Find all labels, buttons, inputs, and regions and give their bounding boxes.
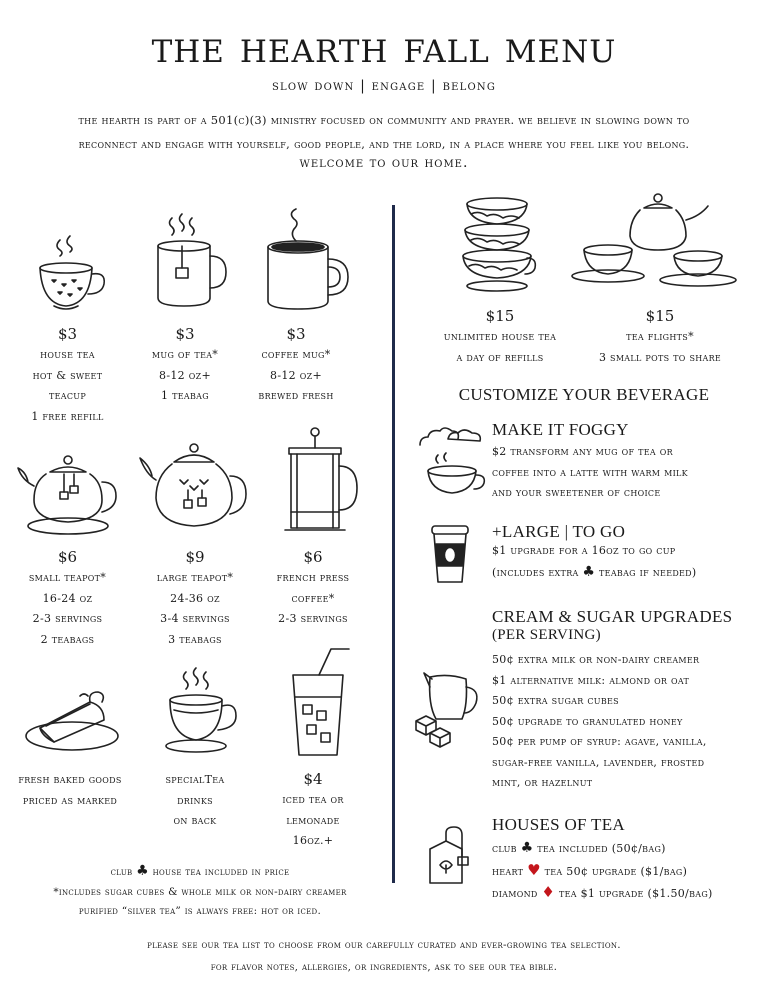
diamond-suit-icon: ♦ xyxy=(541,883,556,901)
house-club-text: tea included (50¢/bag) xyxy=(537,842,666,855)
item-line: french press xyxy=(276,571,350,584)
item-price: $3 xyxy=(286,325,306,343)
foggy-line: $2 transform any mug of tea or xyxy=(492,445,673,458)
cream-line: 50¢ per pump of syrup: agave, vanilla, xyxy=(492,735,707,748)
cream-line: 50¢ extra milk or non-dairy creamer xyxy=(492,653,700,666)
tagline: slow down | engage | belong xyxy=(271,78,497,94)
footer-line-1: please see our tea list to choose from our carefully curated and ever-growing tea selection. xyxy=(147,939,621,951)
house-diamond xyxy=(492,882,713,905)
cream-subtitle: (PER SERVING) xyxy=(492,627,601,643)
silver-tea-note: purified “silver tea” is always free: hot or iced. xyxy=(78,905,322,917)
intro-line-1: the hearth is part of a 501(c)(3) ministry focused on community and prayer. we believe in slowing down to xyxy=(78,113,690,127)
small-teapot-icon xyxy=(16,452,121,537)
customize-title: CUSTOMIZE YOUR BEVERAGE xyxy=(458,385,710,404)
teabag-icon xyxy=(420,825,475,890)
foggy-line: coffee into a latte with warm milk xyxy=(492,465,688,479)
large-line-2 xyxy=(492,562,697,584)
item-line: mug of tea* xyxy=(151,348,219,361)
item-line: 2-3 servings xyxy=(278,612,348,625)
item-price: $6 xyxy=(303,548,323,566)
club-suit-icon: ♣ xyxy=(520,840,534,856)
item-line: drinks xyxy=(177,793,213,807)
special-tea-cup-icon xyxy=(160,666,242,764)
club-suit-icon: ♣ xyxy=(582,563,596,580)
large-description xyxy=(492,541,697,583)
club-note xyxy=(20,862,380,883)
item-line: 3 teabags xyxy=(168,632,222,646)
item-mug-of-tea xyxy=(125,323,245,407)
house-heart-name: heart xyxy=(492,864,524,878)
item-line: brewed fresh xyxy=(258,389,334,402)
item-price: $6 xyxy=(57,548,78,566)
page-footer xyxy=(0,934,768,978)
to-go-cup-icon xyxy=(428,522,473,587)
cream-line: 50¢ extra sugar cubes xyxy=(492,694,619,707)
item-line: tea flights* xyxy=(626,330,694,343)
item-unlimited-tea xyxy=(420,305,580,368)
cream-line: mint, or hazelnut xyxy=(492,776,593,789)
item-line: 3 small pots to share xyxy=(598,350,722,364)
iced-tea-glass-icon xyxy=(285,645,355,760)
item-line: a day of refills xyxy=(456,350,544,364)
intro-text xyxy=(30,108,738,156)
item-price: $3 xyxy=(175,325,195,343)
item-price: $9 xyxy=(185,548,205,566)
house-diamond-name: diamond xyxy=(492,887,538,900)
coffee-mug-icon xyxy=(262,205,352,320)
foggy-latte-icon xyxy=(418,425,488,500)
item-line: lemonade xyxy=(286,813,340,827)
item-baked-goods xyxy=(0,770,140,811)
item-line: iced tea or xyxy=(282,793,344,806)
item-price: $4 xyxy=(303,770,323,788)
item-line: priced as marked xyxy=(22,793,118,807)
item-iced-tea xyxy=(253,768,373,852)
item-french-press xyxy=(253,546,373,630)
large-line-2-post: teabag if needed) xyxy=(599,565,697,579)
item-line: hot & sweet xyxy=(32,368,103,382)
item-line: 1 free refill xyxy=(31,409,104,423)
mug-of-tea-icon xyxy=(152,210,232,320)
item-line: small teapot* xyxy=(28,571,107,584)
item-tea-flights xyxy=(575,305,745,368)
tea-flight-icon xyxy=(568,192,743,287)
item-small-teapot xyxy=(0,546,135,650)
house-heart xyxy=(492,860,713,883)
item-line: unlimited house tea xyxy=(443,330,557,343)
heart-suit-icon: ♥ xyxy=(527,860,541,879)
large-teapot-icon xyxy=(138,440,250,540)
creamer-sugar-icon xyxy=(414,665,489,747)
club-note-text: house tea included in price xyxy=(152,866,290,878)
item-line: large teapot* xyxy=(156,571,234,584)
intro-line-2: reconnect and engage with yourself, good people, and the lord, in a place where you feel like you belong. xyxy=(78,137,690,151)
large-line-2-pre: (includes extra xyxy=(492,565,579,579)
item-line: 3-4 servings xyxy=(160,612,230,625)
cream-line: sugar-free vanilla, lavender, frosted xyxy=(492,755,705,769)
club-note-prefix: club xyxy=(110,866,133,878)
cream-line: 50¢ upgrade to granulated honey xyxy=(492,714,683,728)
item-house-tea xyxy=(0,323,135,427)
item-large-teapot xyxy=(135,546,255,650)
item-line: 2 teabags xyxy=(40,632,95,646)
foggy-title: MAKE IT FOGGY xyxy=(492,420,629,439)
item-price: $15 xyxy=(485,307,515,325)
large-line-1: $1 upgrade for a 16oz to go cup xyxy=(492,544,676,557)
item-line: 8-12 oz+ xyxy=(159,368,211,382)
item-line: fresh baked goods xyxy=(18,773,122,786)
item-special-tea xyxy=(135,770,255,832)
item-line: 1 teabag xyxy=(161,389,209,402)
page-title: the hearth fall menu xyxy=(151,22,617,73)
item-coffee-mug xyxy=(236,323,356,407)
house-club xyxy=(492,838,713,860)
item-line: on back xyxy=(173,814,217,827)
item-line: 2-3 servings xyxy=(32,612,103,625)
item-line: 8-12 oz+ xyxy=(270,368,322,382)
house-diamond-text: tea $1 upgrade ($1.50/bag) xyxy=(558,887,713,900)
item-line: 16oz.+ xyxy=(292,834,334,847)
item-price: $3 xyxy=(57,325,78,343)
item-line: specialTea xyxy=(165,773,225,786)
cream-title: CREAM & SUGAR UPGRADES xyxy=(492,607,733,626)
column-divider xyxy=(392,205,395,883)
cake-slice-icon xyxy=(22,688,122,758)
menu-notes xyxy=(20,862,380,922)
footer-line-2: for flavor notes, allergies, or ingredients, ask to see our tea bible. xyxy=(210,961,558,973)
house-club-name: club xyxy=(492,842,517,855)
teacup-icon xyxy=(32,232,112,322)
item-line: 16-24 oz xyxy=(42,591,93,605)
cream-line: $1 alternative milk: almond or oat xyxy=(492,673,690,687)
item-line: house tea xyxy=(40,348,95,361)
cream-list xyxy=(492,650,707,794)
item-line: coffee* xyxy=(291,591,335,605)
french-press-icon xyxy=(275,426,360,538)
houses-title: HOUSES OF TEA xyxy=(492,815,625,834)
foggy-description xyxy=(492,442,688,504)
sugar-note: *includes sugar cubes & whole milk or non-dairy creamer xyxy=(53,885,347,898)
houses-list xyxy=(492,838,713,905)
house-heart-text: tea 50¢ upgrade ($1/bag) xyxy=(544,864,688,878)
foggy-line: and your sweetener of choice xyxy=(492,486,661,499)
welcome-text: welcome to our home. xyxy=(299,155,469,171)
stacked-teacups-icon xyxy=(455,192,540,297)
item-line: 24-36 oz xyxy=(170,591,220,605)
club-suit-icon: ♣ xyxy=(136,863,149,879)
item-line: teacup xyxy=(49,389,86,402)
item-price: $15 xyxy=(645,307,675,325)
item-line: coffee mug* xyxy=(261,348,331,361)
large-title: +LARGE | TO GO xyxy=(492,522,626,541)
